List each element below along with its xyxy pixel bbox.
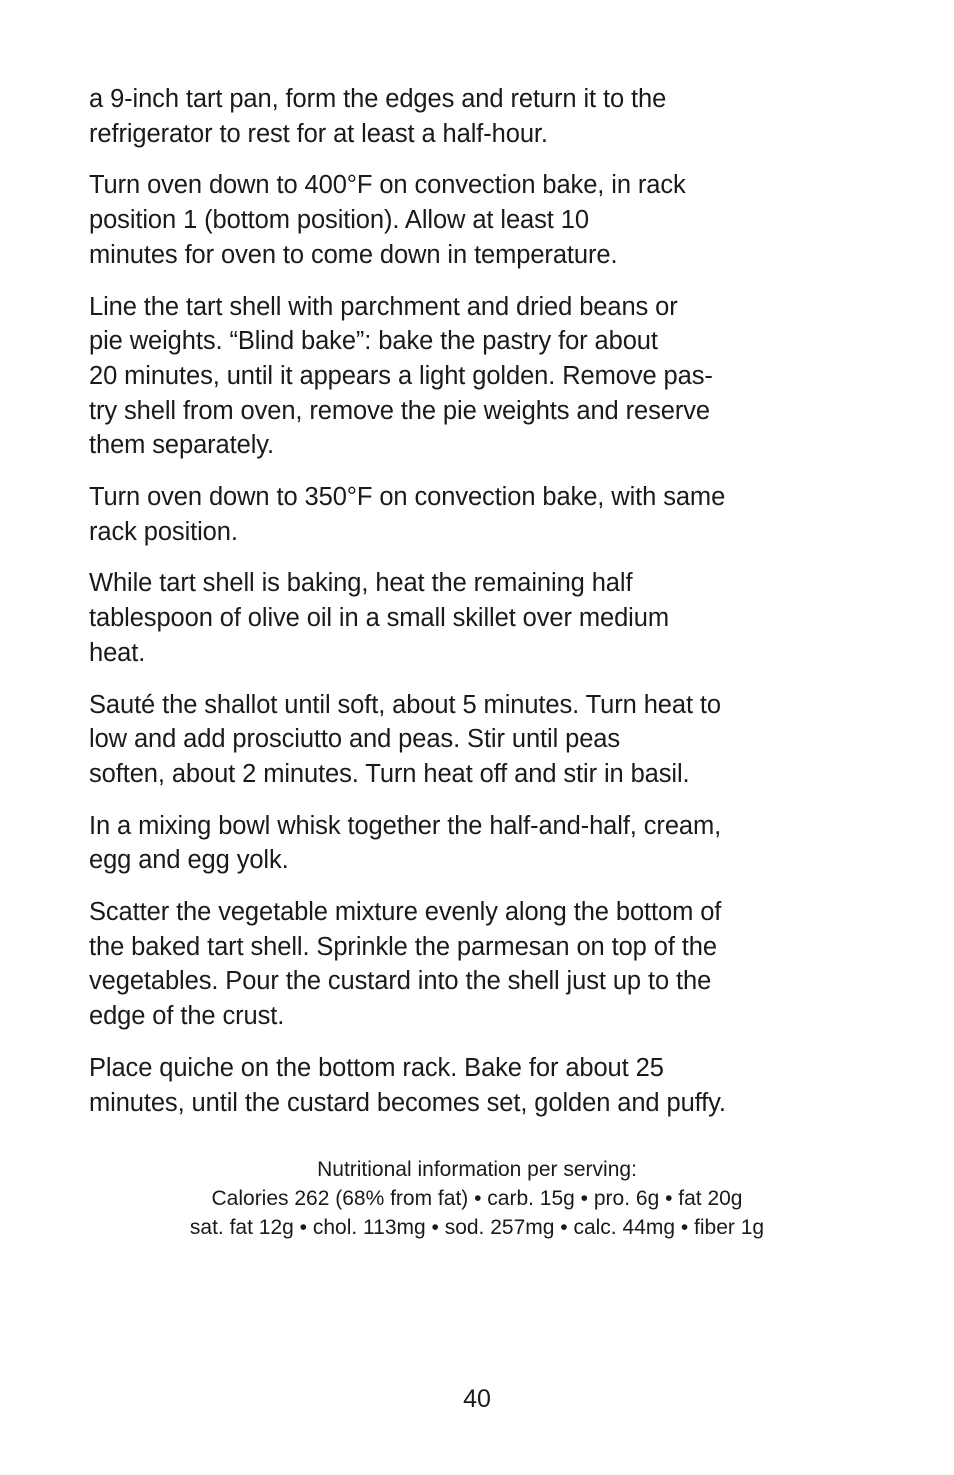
text-line: Turn oven down to 400°F on convection bake, in rack [89,171,686,200]
instruction-paragraph [89,688,879,792]
instruction-paragraph [89,1051,879,1120]
text-line: In a mixing bowl whisk together the half-and-half, cream, [89,811,722,840]
text-line: low and add prosciutto and peas. Stir until peas [89,725,621,754]
text-line: While tart shell is baking, heat the remaining half [89,569,633,598]
text-line: soften, about 2 minutes. Turn heat off and stir in basil. [89,759,690,788]
instruction-paragraph [89,480,879,549]
instruction-paragraph [89,290,879,464]
text-line: egg and egg yolk. [89,846,289,875]
text-line: try shell from oven, remove the pie weights and reserve [89,396,710,425]
recipe-instructions [89,82,879,1137]
text-line: vegetables. Pour the custard into the shell just up to the [89,967,712,996]
text-line: minutes, until the custard becomes set, golden and puffy. [89,1088,726,1117]
nutrition-heading: Nutritional information per serving: [317,1158,637,1181]
text-line: Line the tart shell with parchment and dried beans or [89,292,678,321]
text-line: tablespoon of olive oil in a small skillet over medium [89,604,669,633]
text-line: heat. [89,638,146,667]
text-line: Sauté the shallot until soft, about 5 minutes. Turn heat to [89,690,721,719]
text-line: them separately. [89,431,275,460]
instruction-paragraph [89,168,879,272]
text-line: edge of the crust. [89,1002,285,1031]
text-line: rack position. [89,517,238,546]
nutrition-info [0,1155,954,1242]
text-line: 20 minutes, until it appears a light golden. Remove pas- [89,361,713,390]
text-line: refrigerator to rest for at least a half-hour. [89,119,548,148]
text-line: minutes for oven to come down in temperature. [89,240,618,269]
page-number: 40 [463,1385,491,1413]
nutrition-line: sat. fat 12g • chol. 113mg • sod. 257mg • calc. 44mg • fiber 1g [189,1216,765,1239]
instruction-paragraph [89,566,879,670]
text-line: Scatter the vegetable mixture evenly along the bottom of [89,898,722,927]
instruction-paragraph [89,809,879,878]
text-line: the baked tart shell. Sprinkle the parmesan on top of the [89,932,717,961]
instruction-paragraph [89,895,879,1034]
instruction-paragraph [89,82,879,151]
text-line: position 1 (bottom position). Allow at least 10 [89,206,589,235]
nutrition-line: Calories 262 (68% from fat) • carb. 15g • pro. 6g • fat 20g [211,1187,743,1210]
text-line: Turn oven down to 350°F on convection bake, with same [89,483,726,512]
text-line: a 9-inch tart pan, form the edges and return it to the [89,85,667,113]
text-line: Place quiche on the bottom rack. Bake for about 25 [89,1053,664,1082]
text-line: pie weights. “Blind bake”: bake the pastry for about [89,327,658,356]
